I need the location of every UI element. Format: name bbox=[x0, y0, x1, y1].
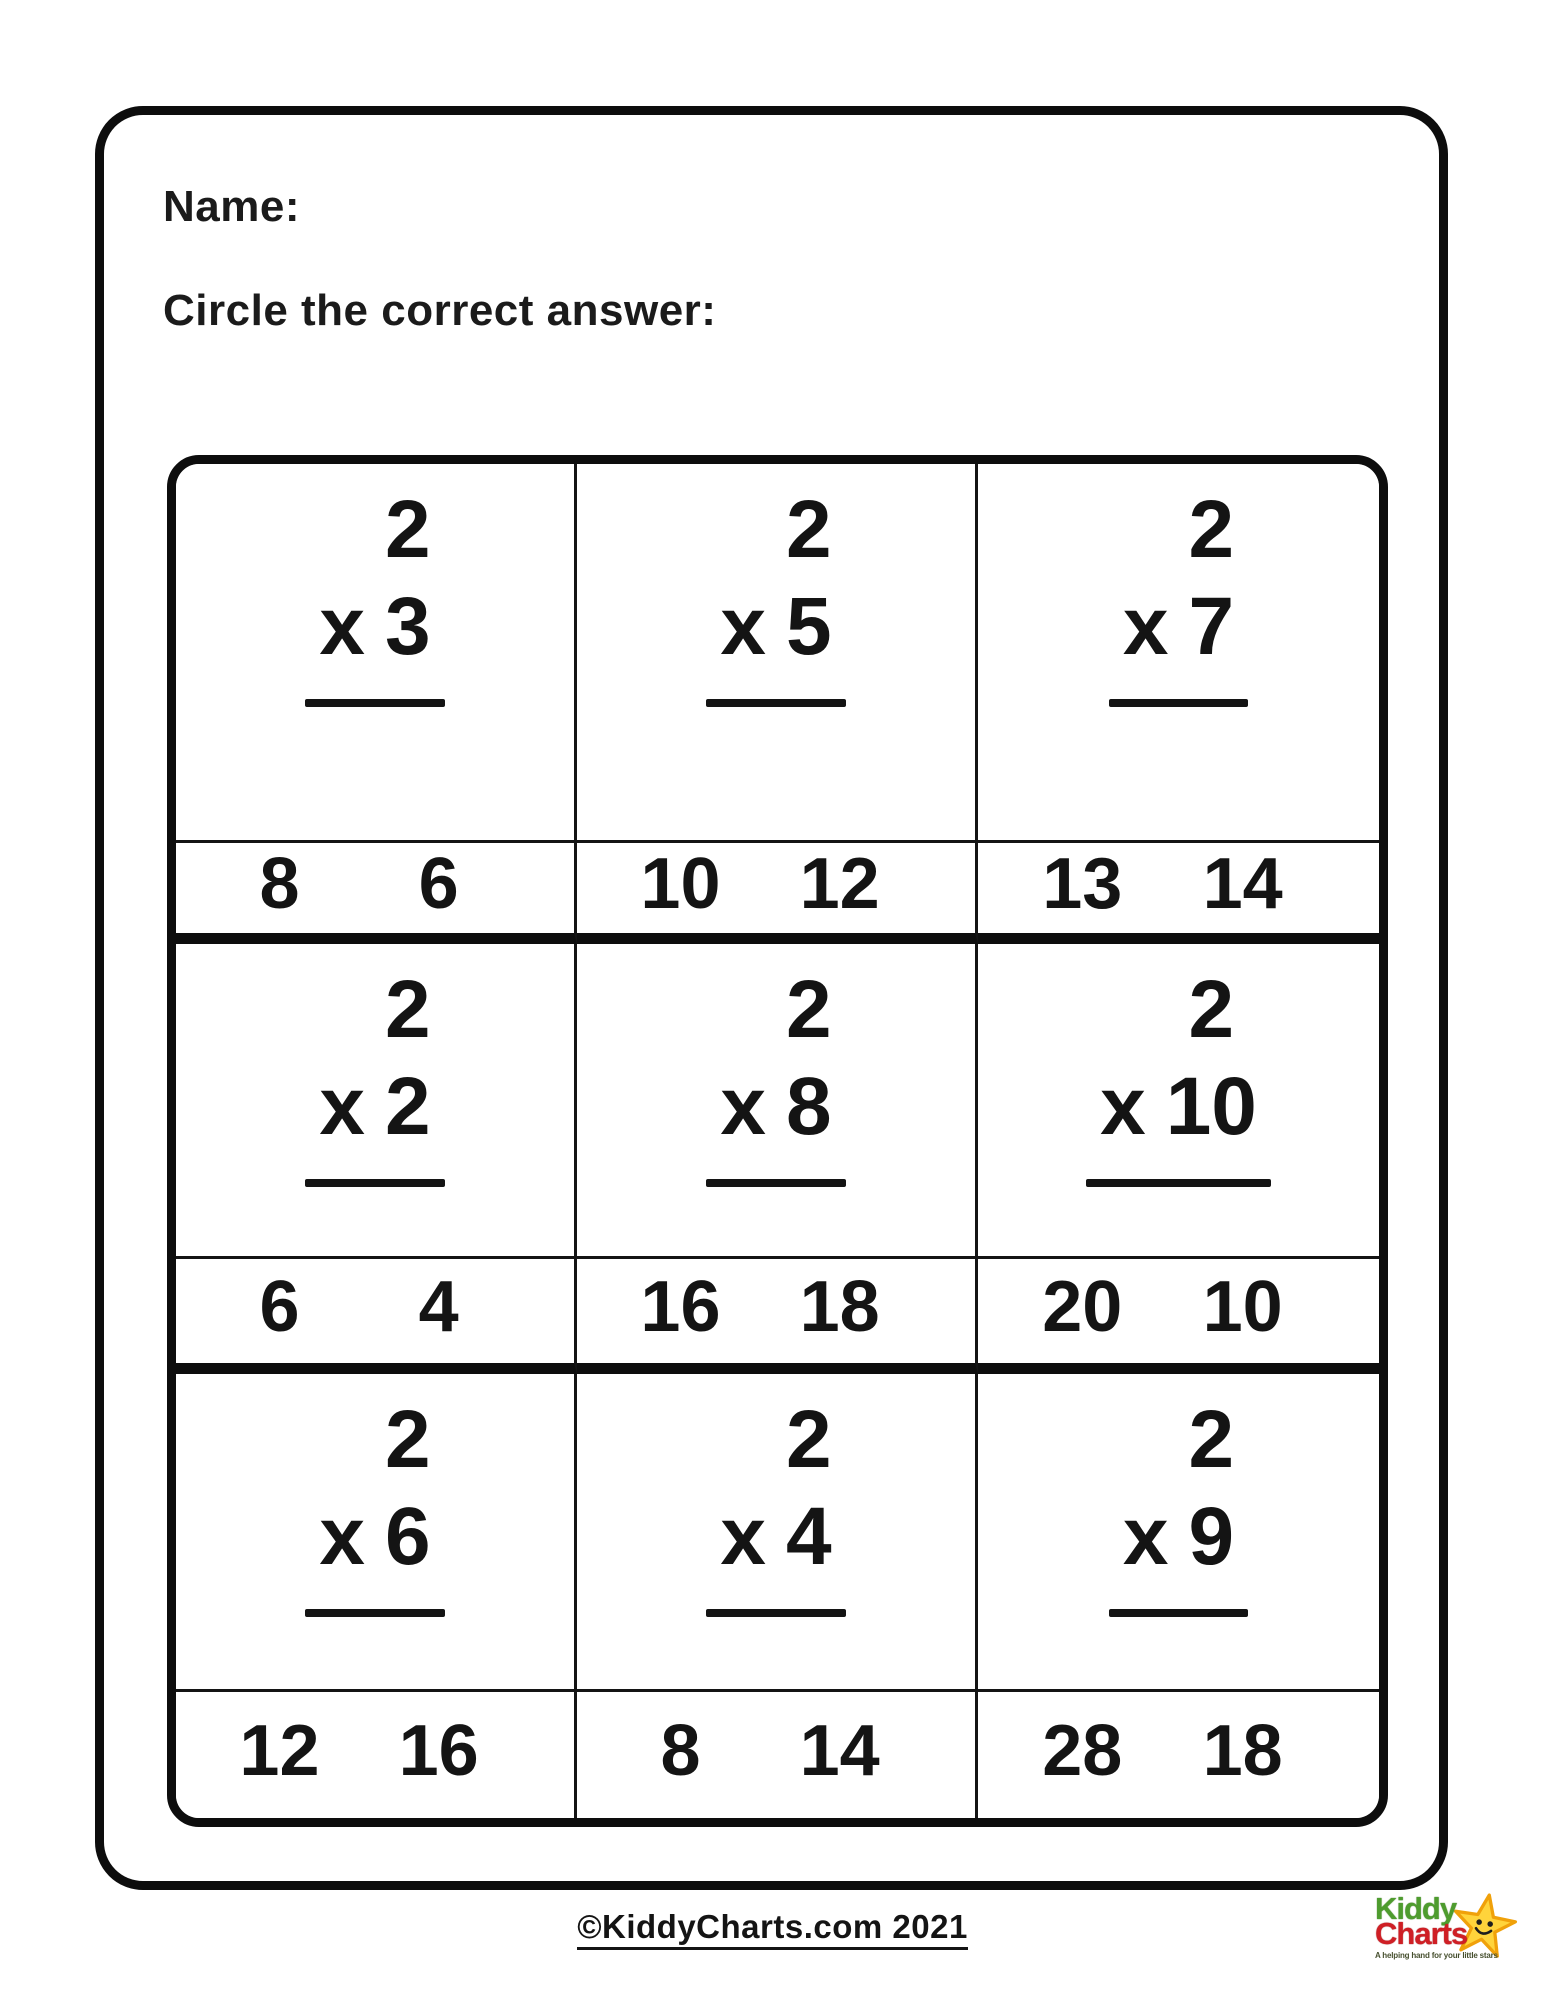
spacer bbox=[323, 1476, 361, 1477]
multiplier: 10 bbox=[1165, 1061, 1257, 1153]
multiply-operator: x bbox=[720, 1061, 766, 1153]
spacer bbox=[1127, 566, 1165, 567]
answer-line bbox=[706, 1609, 845, 1617]
multiply-operator: x bbox=[1122, 581, 1169, 673]
multiplication-problem bbox=[720, 1394, 832, 1617]
answer-line bbox=[305, 699, 444, 707]
spacer bbox=[724, 1476, 762, 1477]
spacer bbox=[1127, 1476, 1165, 1477]
footer bbox=[0, 1908, 1545, 1950]
multiplicand: 2 bbox=[1188, 484, 1235, 575]
name-label: Name: bbox=[163, 182, 300, 231]
answer-choice[interactable]: 6 bbox=[418, 843, 459, 924]
answer-row-cell bbox=[978, 840, 1379, 944]
multiplicand: 2 bbox=[786, 484, 832, 575]
multiplication-problem bbox=[1100, 964, 1257, 1187]
multiplication-problem bbox=[319, 964, 431, 1187]
answer-line bbox=[305, 1179, 444, 1187]
answer-row-cell bbox=[176, 1689, 577, 1818]
multiplicand: 2 bbox=[385, 484, 431, 575]
answer-row-cell bbox=[978, 1256, 1379, 1374]
problem-cell-2x9 bbox=[978, 1374, 1379, 1689]
multiplier: 2 bbox=[385, 1061, 431, 1153]
multiply-operator: x bbox=[1122, 1491, 1169, 1583]
answer-choice[interactable]: 10 bbox=[1202, 1266, 1283, 1347]
problem-cell-2x2 bbox=[176, 944, 577, 1256]
problem-cell-2x3 bbox=[176, 464, 577, 840]
problem-cell-2x7 bbox=[978, 464, 1379, 840]
answer-row-cell bbox=[577, 1689, 978, 1818]
answer-choice[interactable]: 16 bbox=[398, 1710, 479, 1791]
answer-line bbox=[1086, 1179, 1271, 1187]
answer-line bbox=[706, 1179, 845, 1187]
answer-choice[interactable]: 4 bbox=[418, 1266, 459, 1347]
problem-cell-2x6 bbox=[176, 1374, 577, 1689]
multiplier: 6 bbox=[385, 1491, 431, 1583]
multiplication-problem bbox=[720, 964, 832, 1187]
multiplicand: 2 bbox=[385, 1394, 431, 1485]
multiplier: 3 bbox=[385, 581, 431, 673]
logo-wordmark bbox=[1375, 1891, 1525, 1952]
multiply-operator: x bbox=[1100, 1061, 1146, 1153]
answer-line bbox=[1109, 699, 1248, 707]
multiply-operator: x bbox=[319, 1061, 365, 1153]
answer-row-cell bbox=[176, 840, 577, 944]
kiddycharts-logo bbox=[1375, 1891, 1525, 1982]
problem-cell-2x5 bbox=[577, 464, 978, 840]
answer-line bbox=[1109, 1609, 1248, 1617]
multiplier: 7 bbox=[1188, 581, 1235, 673]
spacer bbox=[724, 566, 762, 567]
multiplier: 9 bbox=[1188, 1491, 1235, 1583]
spacer bbox=[323, 566, 361, 567]
answer-choice[interactable]: 20 bbox=[1042, 1266, 1123, 1347]
problem-cell-2x8 bbox=[577, 944, 978, 1256]
answer-choice[interactable]: 13 bbox=[1042, 843, 1123, 924]
logo-tagline: A helping hand for your little stars bbox=[1375, 1950, 1498, 1960]
multiplier: 8 bbox=[786, 1061, 832, 1153]
multiplier: 5 bbox=[786, 581, 832, 673]
answer-choice[interactable]: 28 bbox=[1042, 1710, 1123, 1791]
answer-row-cell bbox=[577, 840, 978, 944]
multiplicand: 2 bbox=[786, 1394, 832, 1485]
answer-choice[interactable]: 18 bbox=[799, 1266, 880, 1347]
spacer bbox=[724, 1046, 762, 1047]
multiply-operator: x bbox=[319, 581, 365, 673]
multiplicand: 2 bbox=[385, 964, 431, 1055]
multiplication-problem bbox=[319, 1394, 431, 1617]
multiply-operator: x bbox=[720, 1491, 766, 1583]
multiplication-problem bbox=[1122, 1394, 1235, 1617]
instruction-text: Circle the correct answer: bbox=[163, 286, 717, 335]
answer-line bbox=[706, 699, 845, 707]
answer-choice[interactable]: 14 bbox=[799, 1710, 880, 1791]
answer-choice[interactable]: 8 bbox=[660, 1710, 701, 1791]
answer-row-cell bbox=[176, 1256, 577, 1374]
answer-choice[interactable]: 18 bbox=[1202, 1710, 1283, 1791]
multiplier: 4 bbox=[786, 1491, 832, 1583]
multiply-operator: x bbox=[720, 581, 766, 673]
multiplicand: 2 bbox=[786, 964, 832, 1055]
answer-choice[interactable]: 8 bbox=[259, 843, 300, 924]
problem-cell-2x4 bbox=[577, 1374, 978, 1689]
logo-kiddy-text: Kiddy bbox=[1375, 1891, 1457, 1926]
copyright-link[interactable]: ©KiddyCharts.com 2021 bbox=[577, 1908, 968, 1950]
answer-line bbox=[305, 1609, 444, 1617]
answer-row-cell bbox=[978, 1689, 1379, 1818]
spacer bbox=[1104, 1046, 1142, 1047]
answer-choice[interactable]: 14 bbox=[1202, 843, 1283, 924]
answer-choice[interactable]: 10 bbox=[640, 843, 721, 924]
answer-choice[interactable]: 6 bbox=[259, 1266, 300, 1347]
problem-cell-2x10 bbox=[978, 944, 1379, 1256]
spacer bbox=[323, 1046, 361, 1047]
answer-choice[interactable]: 12 bbox=[799, 843, 880, 924]
multiply-operator: x bbox=[319, 1491, 365, 1583]
logo-charts-text: Charts bbox=[1375, 1916, 1468, 1952]
answer-choice[interactable]: 16 bbox=[640, 1266, 721, 1347]
answer-choice[interactable]: 12 bbox=[239, 1710, 320, 1791]
multiplication-problem bbox=[720, 484, 832, 707]
multiplicand: 2 bbox=[1188, 964, 1235, 1055]
problems-grid bbox=[167, 455, 1388, 1827]
multiplication-problem bbox=[1122, 484, 1235, 707]
multiplicand: 2 bbox=[1188, 1394, 1235, 1485]
multiplication-problem bbox=[319, 484, 431, 707]
answer-row-cell bbox=[577, 1256, 978, 1374]
